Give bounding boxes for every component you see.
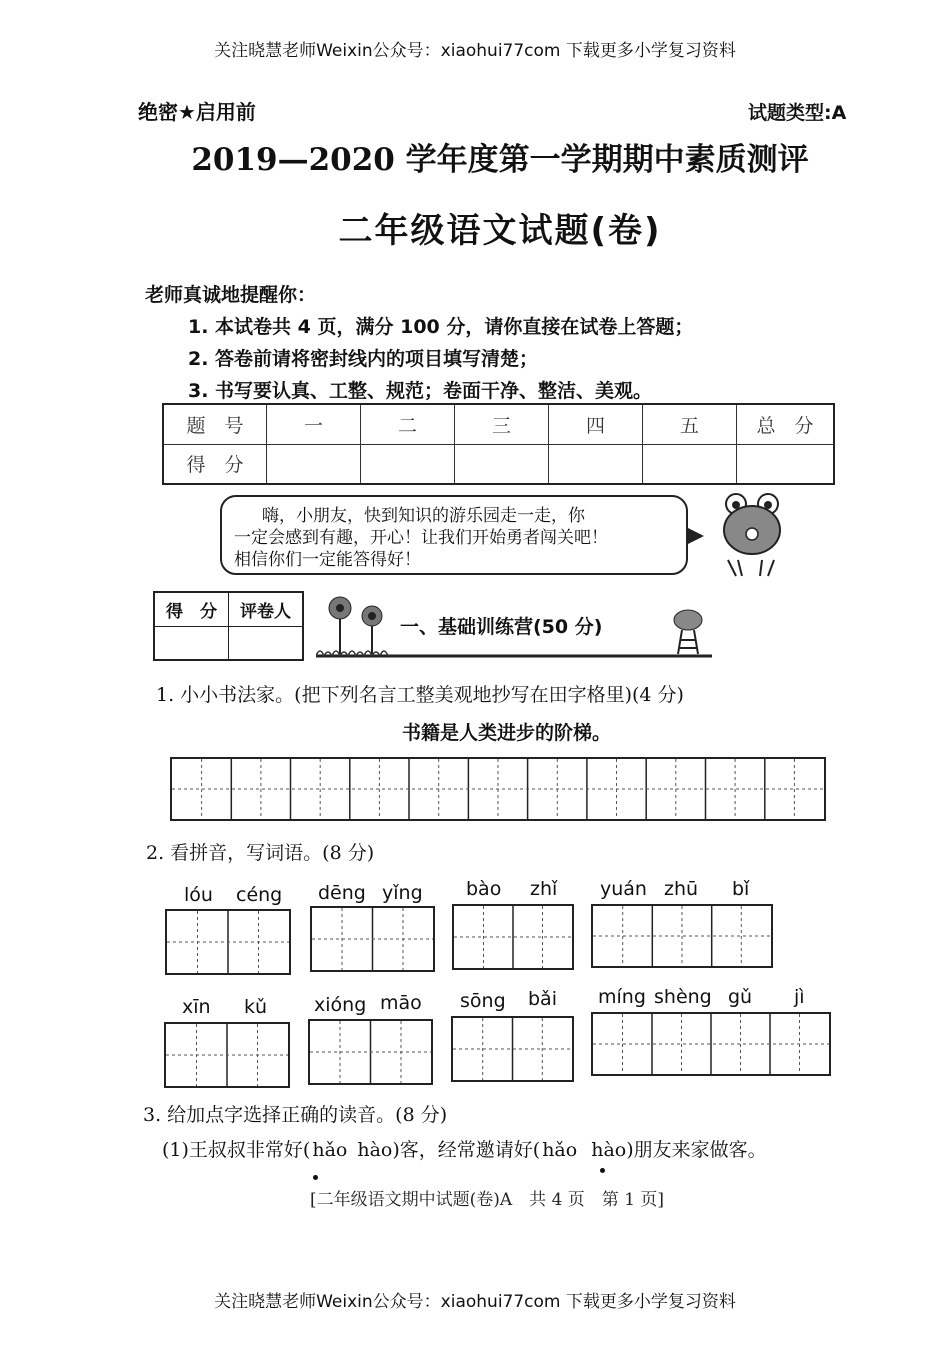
score-header-cell: 总 分 [737, 404, 835, 444]
pinyin-label: kǔ [244, 996, 268, 1018]
exam-subtitle: 二年级语文试题(卷) [338, 211, 662, 251]
score-input-cell[interactable] [361, 444, 455, 484]
frog-mascot-icon [716, 490, 788, 580]
emphasis-dot-icon [600, 1168, 605, 1173]
score-input-cell[interactable] [455, 444, 549, 484]
question-3-item-1 [162, 1135, 767, 1162]
sentence-part: )朋友来家做客。 [626, 1139, 767, 1161]
pinyin-label: dēng [318, 882, 366, 904]
question-2: 2. 看拼音，写词语。(8 分) [146, 842, 375, 864]
pinyin-option[interactable]: hǎo [312, 1139, 348, 1161]
sentence-part: )客，经常邀请好( [392, 1139, 541, 1161]
grader-name-label: 评卷人 [229, 592, 304, 626]
pinyin-label: yǐng [382, 882, 423, 904]
score-header-cell: 五 [643, 404, 737, 444]
score-table [162, 403, 835, 485]
pinyin-label: céng [236, 884, 283, 906]
bubble-tail [686, 527, 704, 545]
pinyin-label: bǐ [732, 878, 750, 900]
rule-item: 3. 书写要认真、工整、规范；卷面干净、整洁、美观。 [188, 380, 653, 402]
score-input-cell[interactable] [737, 444, 835, 484]
sentence-part: (1)王叔叔非常好( [162, 1139, 311, 1161]
pinyin-label: gǔ [728, 986, 753, 1008]
confidential-label: 绝密★启用前 [138, 100, 256, 124]
watermark-top: 关注晓慧老师Weixin公众号：xiaohui77com 下载更多小学复习资料 [214, 41, 736, 61]
score-input-cell[interactable] [267, 444, 361, 484]
question-1: 1. 小小书法家。(把下列名言工整美观地抄写在田字格里)(4 分) [156, 684, 684, 706]
pinyin-answer-grid[interactable] [451, 1016, 574, 1082]
writing-grid[interactable] [170, 757, 826, 821]
pinyin-option[interactable]: hào [357, 1139, 393, 1161]
rule-item: 1. 本试卷共 4 页，满分 100 分，请你直接在试卷上答题； [188, 316, 694, 338]
pinyin-label: bǎi [528, 988, 557, 1010]
rule-item: 2. 答卷前请将密封线内的项目填写清楚； [188, 348, 539, 370]
score-header-cell: 题 号 [163, 404, 267, 444]
bubble-line: 嗨，小朋友，快到知识的游乐园走一走，你 [262, 506, 585, 526]
pinyin-answer-grid[interactable] [591, 1012, 831, 1076]
pinyin-answer-grid[interactable] [164, 1022, 290, 1088]
pinyin-label: zhū [664, 878, 699, 900]
pinyin-label: jì [794, 986, 805, 1008]
pinyin-label: sōng [460, 990, 506, 1012]
question-type-label: 试题类型:A [748, 102, 847, 124]
speech-bubble [220, 495, 688, 575]
exam-title: 2019—2020 学年度第一学期期中素质测评 [191, 142, 809, 178]
bubble-line: 一定会感到有趣，开心！让我们开始勇者闯关吧！ [234, 528, 608, 548]
score-input-cell[interactable] [643, 444, 737, 484]
grader-name-cell[interactable] [229, 626, 304, 660]
pinyin-answer-grid[interactable] [165, 909, 291, 975]
grader-box [153, 591, 304, 661]
question-3: 3. 给加点字选择正确的读音。(8 分) [143, 1104, 448, 1126]
pinyin-label: lóu [184, 884, 213, 906]
score-header-cell: 一 [267, 404, 361, 444]
pinyin-label: māo [380, 992, 422, 1014]
pinyin-label: yuán [600, 878, 647, 900]
pinyin-label: zhǐ [530, 878, 558, 900]
score-row-label: 得 分 [163, 444, 267, 484]
pinyin-option[interactable]: hào [591, 1139, 627, 1161]
score-header-cell: 三 [455, 404, 549, 444]
watermark-bottom: 关注晓慧老师Weixin公众号：xiaohui77com 下载更多小学复习资料 [214, 1292, 736, 1312]
motto-text: 书籍是人类进步的阶梯。 [402, 722, 612, 744]
pinyin-label: xīn [182, 996, 211, 1018]
grader-score-cell[interactable] [154, 626, 229, 660]
pinyin-answer-grid[interactable] [308, 1019, 433, 1085]
score-header-cell: 四 [549, 404, 643, 444]
pinyin-answer-grid[interactable] [310, 906, 435, 972]
pinyin-answer-grid[interactable] [452, 904, 574, 970]
score-input-cell[interactable] [549, 444, 643, 484]
page-footer: [二年级语文期中试题(卷)A 共 4 页 第 1 页] [310, 1190, 665, 1210]
pinyin-label: shèng [654, 986, 712, 1008]
reminder-heading: 老师真诚地提醒你： [145, 284, 317, 306]
pinyin-answer-grid[interactable] [591, 904, 773, 968]
grader-score-label: 得 分 [154, 592, 229, 626]
pinyin-label: míng [598, 986, 646, 1008]
emphasis-dot-icon [313, 1175, 318, 1180]
pinyin-option[interactable]: hǎo [542, 1139, 578, 1161]
pinyin-label: bào [466, 878, 502, 900]
section-title: 一、基础训练营(50 分) [400, 616, 603, 638]
bubble-line: 相信你们一定能答得好！ [234, 550, 421, 570]
score-header-cell: 二 [361, 404, 455, 444]
pinyin-label: xióng [314, 994, 367, 1016]
